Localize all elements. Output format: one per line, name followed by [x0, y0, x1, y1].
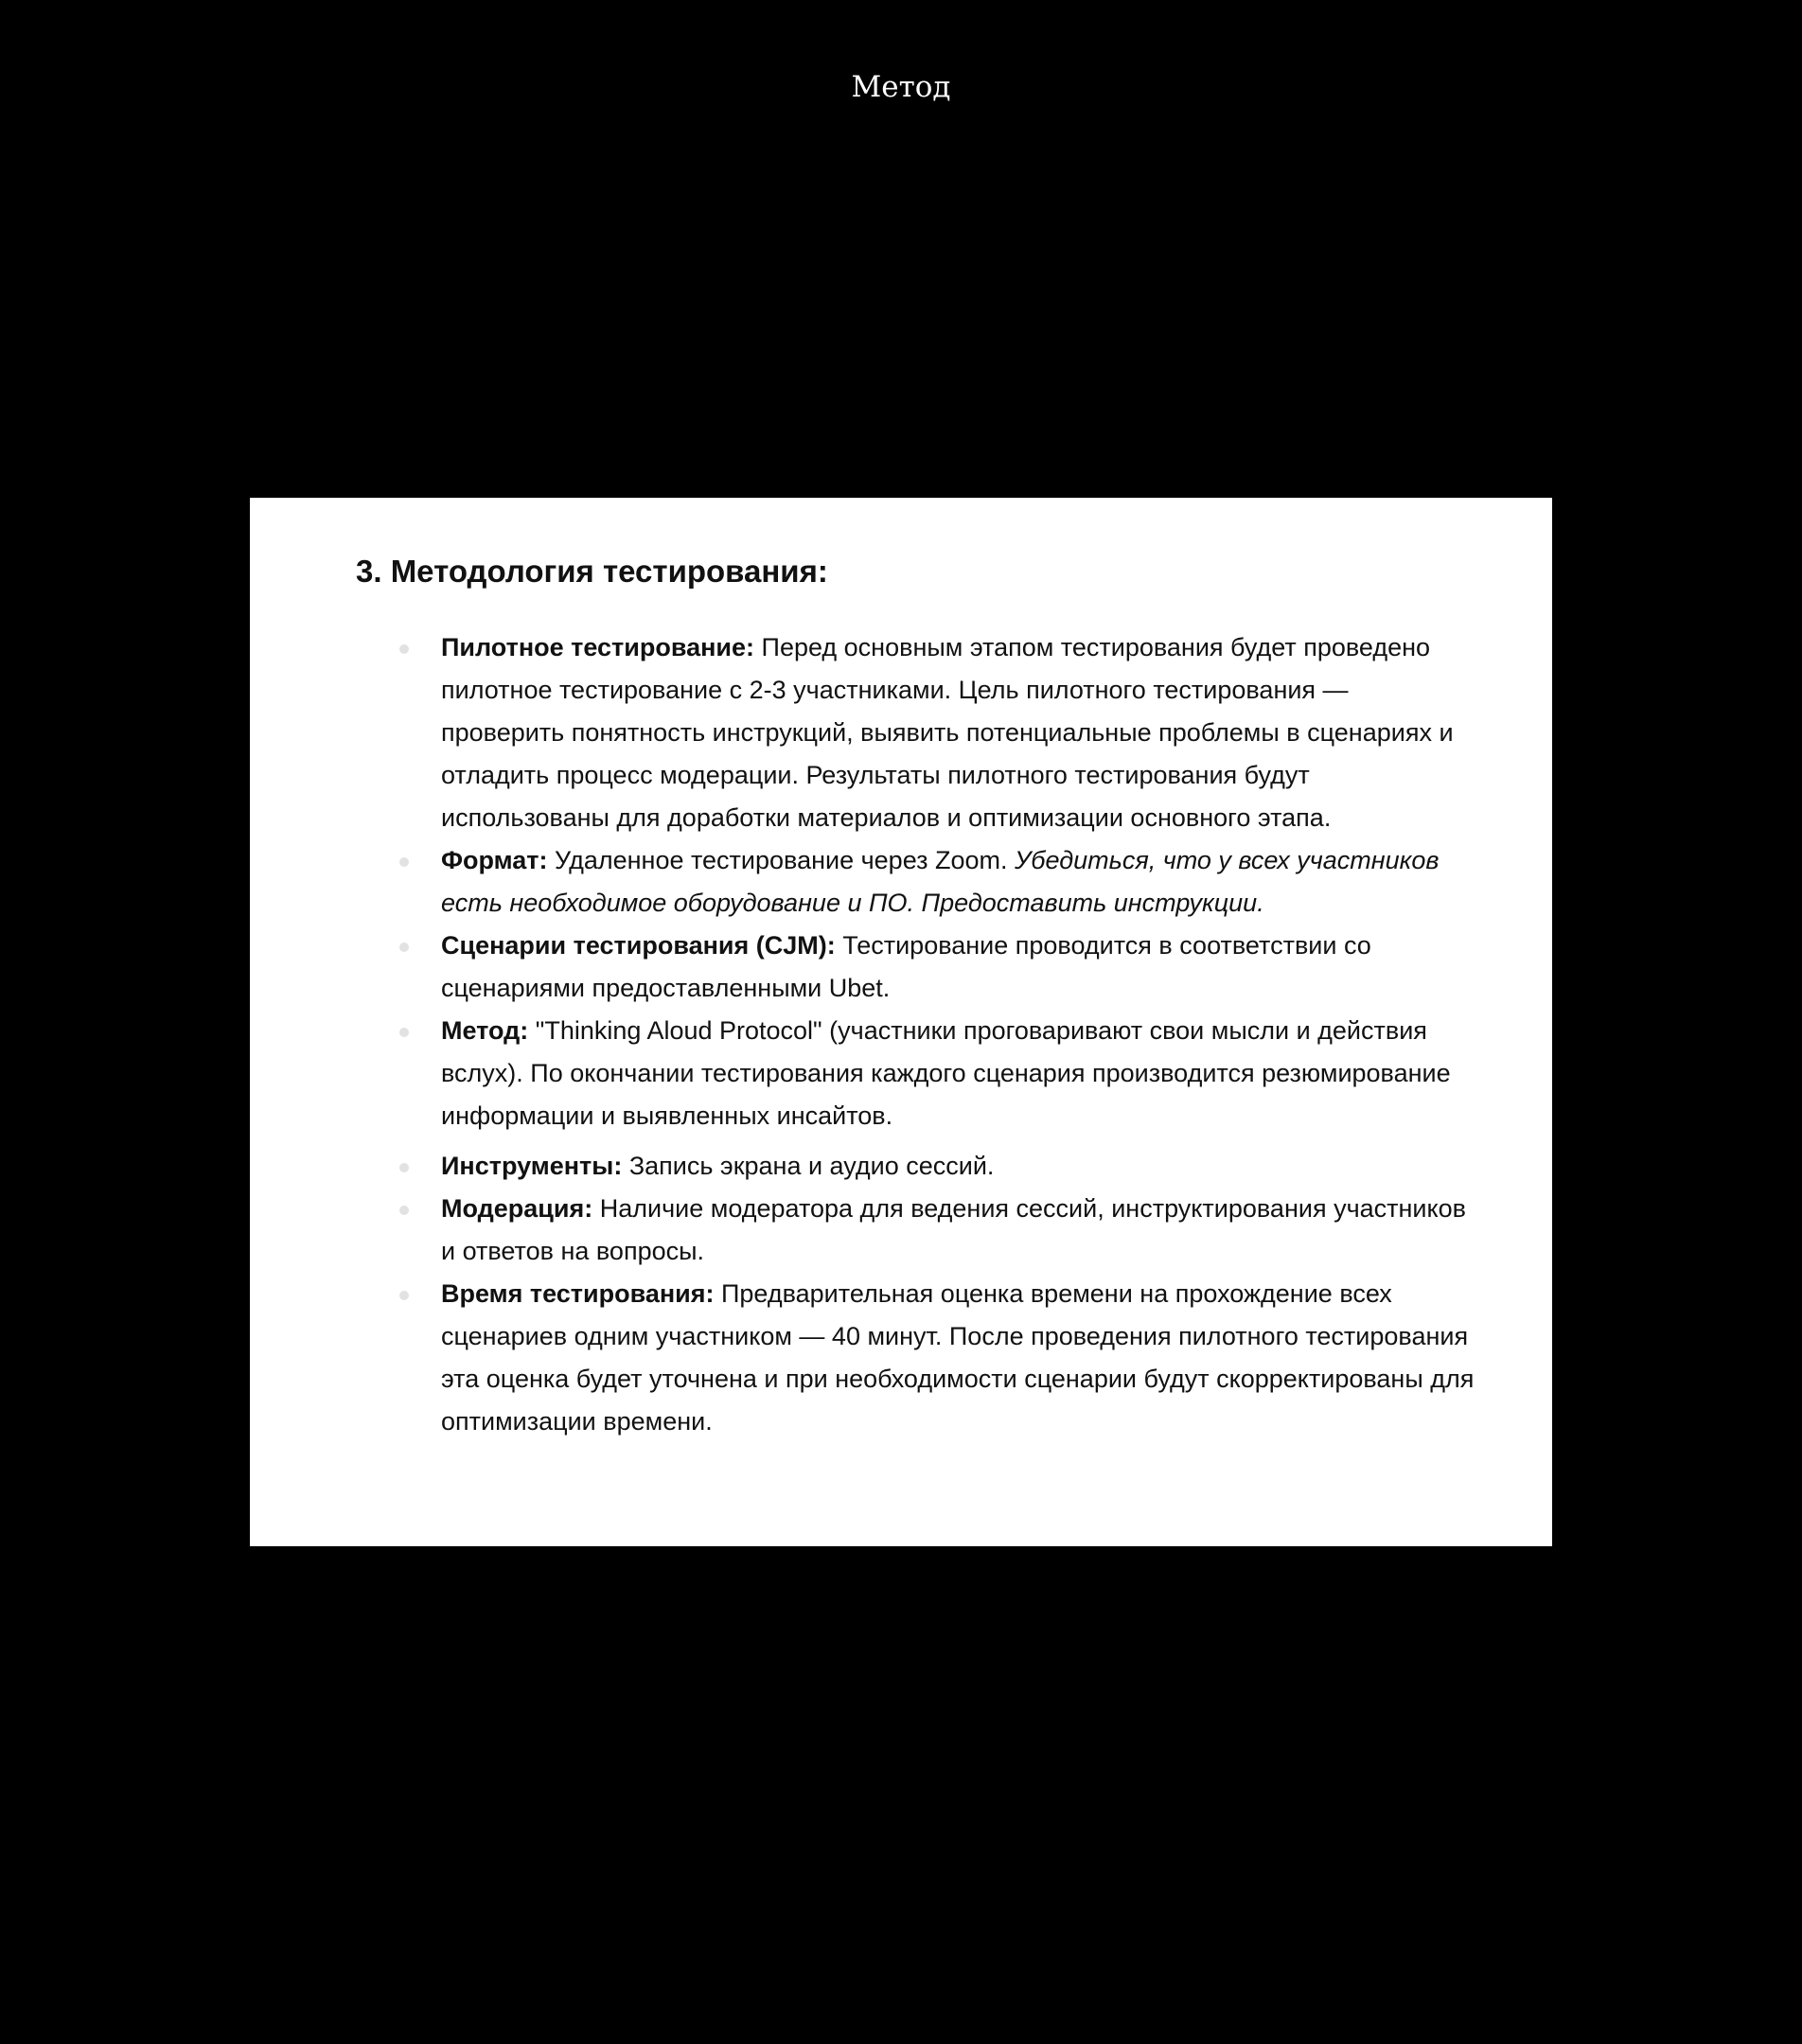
methodology-list	[356, 626, 1476, 1443]
list-item-tools	[356, 1145, 1476, 1188]
item-label: Время тестирования:	[441, 1279, 715, 1308]
bullet-dot-icon	[399, 1163, 409, 1172]
bullet-dot-icon	[399, 1291, 409, 1300]
document-card	[250, 498, 1552, 1546]
list-item-scenarios	[356, 925, 1476, 1010]
list-item-moderation	[356, 1188, 1476, 1273]
item-label: Метод:	[441, 1016, 529, 1045]
item-label: Формат:	[441, 846, 548, 874]
item-label: Пилотное тестирование:	[441, 633, 755, 661]
item-text: Перед основным этапом тестирования будет проведено пилотное тестирование с 2-3 участниками. Цель пилотного тестирования — проверить понятность инструкций, выявить потенциальные проблемы в сценариях и отладить процесс модерации. Результаты пилотного тестирования будут использованы для доработки материалов и оптимизации основного этапа.	[441, 633, 1454, 832]
item-label: Сценарии тестирования (CJM):	[441, 931, 836, 960]
bullet-dot-icon	[399, 1028, 409, 1037]
list-item-format	[356, 839, 1476, 925]
item-italic-note: Убедиться, что у всех участников есть необходимое оборудование и ПО. Предоставить инструкции.	[441, 846, 1440, 917]
item-text: Тестирование проводится в соответствии со сценариями предоставленными Ubet.	[441, 931, 1371, 1002]
bullet-dot-icon	[399, 857, 409, 867]
item-text: Предварительная оценка времени на прохождение всех сценариев одним участником — 40 минут. После проведения пилотного тестирования эта оценка будет уточнена и при необходимости сценарии будут скорректированы для оптимизации времени.	[441, 1279, 1475, 1436]
item-text: Наличие модератора для ведения сессий, инструктирования участников и ответов на вопросы.	[441, 1194, 1466, 1265]
item-text: "Thinking Aloud Protocol" (участники проговаривают свои мысли и действия вслух). По окончании тестирования каждого сценария производится резюмирование информации и выявленных инсайтов.	[441, 1016, 1451, 1130]
item-label: Инструменты:	[441, 1152, 623, 1180]
bullet-dot-icon	[399, 644, 409, 654]
list-item-pilot-testing	[356, 626, 1476, 839]
bullet-dot-icon	[399, 943, 409, 952]
list-item-method	[356, 1010, 1476, 1137]
page-title: Метод	[851, 70, 951, 104]
list-item-testing-time	[356, 1273, 1476, 1443]
item-text: Запись экрана и аудио сессий.	[622, 1152, 995, 1180]
item-text: Удаленное тестирование через Zoom.	[547, 846, 1016, 874]
item-label: Модерация:	[441, 1194, 593, 1223]
bullet-dot-icon	[399, 1206, 409, 1215]
section-heading: 3. Методология тестирования:	[356, 554, 828, 589]
